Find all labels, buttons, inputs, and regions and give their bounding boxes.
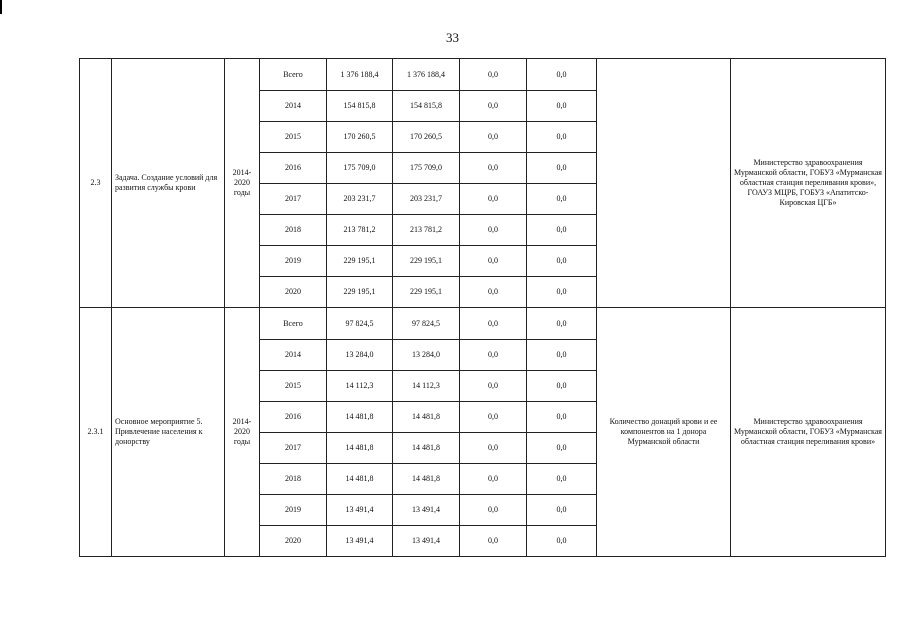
funding-year: 2014 bbox=[260, 91, 327, 122]
funding-year: 2017 bbox=[260, 184, 327, 215]
table-body bbox=[80, 59, 886, 557]
funding-other: 0,0 bbox=[527, 215, 597, 246]
funding-other: 0,0 bbox=[527, 371, 597, 402]
activity-period: 2014-2020 годы bbox=[225, 308, 260, 557]
funding-regional-budget: 13 491,4 bbox=[393, 495, 460, 526]
funding-other: 0,0 bbox=[527, 246, 597, 277]
funding-total: 175 709,0 bbox=[327, 153, 393, 184]
activity-code: 2.3 bbox=[80, 59, 112, 308]
funding-other: 0,0 bbox=[527, 277, 597, 308]
responsible-executors: Министерство здравоохранения Мурманской области, ГОБУЗ «Мурманская областная станция переливания крови» bbox=[731, 308, 886, 557]
program-activities-table bbox=[79, 58, 886, 557]
funding-federal-budget: 0,0 bbox=[460, 91, 527, 122]
funding-other: 0,0 bbox=[527, 433, 597, 464]
table-row bbox=[80, 308, 886, 340]
activity-code: 2.3.1 bbox=[80, 308, 112, 557]
funding-other: 0,0 bbox=[527, 308, 597, 340]
funding-other: 0,0 bbox=[527, 59, 597, 91]
funding-total: 154 815,8 bbox=[327, 91, 393, 122]
funding-federal-budget: 0,0 bbox=[460, 340, 527, 371]
funding-federal-budget: 0,0 bbox=[460, 122, 527, 153]
funding-total: 14 112,3 bbox=[327, 371, 393, 402]
page-number: 33 bbox=[446, 30, 459, 45]
funding-regional-budget: 14 481,8 bbox=[393, 464, 460, 495]
funding-federal-budget: 0,0 bbox=[460, 184, 527, 215]
funding-year: 2014 bbox=[260, 340, 327, 371]
activity-title: Основное мероприятие 5. Привлечение населения к донорству bbox=[112, 308, 225, 557]
funding-total: 13 284,0 bbox=[327, 340, 393, 371]
performance-indicator: Количество донаций крови и ее компонентов на 1 донора Мурманской области bbox=[597, 308, 731, 557]
funding-total: 13 491,4 bbox=[327, 495, 393, 526]
funding-total: 170 260,5 bbox=[327, 122, 393, 153]
funding-total: 14 481,8 bbox=[327, 464, 393, 495]
funding-federal-budget: 0,0 bbox=[460, 433, 527, 464]
funding-regional-budget: 213 781,2 bbox=[393, 215, 460, 246]
funding-regional-budget: 14 481,8 bbox=[393, 433, 460, 464]
funding-federal-budget: 0,0 bbox=[460, 308, 527, 340]
funding-year: 2015 bbox=[260, 371, 327, 402]
funding-total: 14 481,8 bbox=[327, 402, 393, 433]
funding-regional-budget: 170 260,5 bbox=[393, 122, 460, 153]
funding-federal-budget: 0,0 bbox=[460, 464, 527, 495]
funding-total: 1 376 188,4 bbox=[327, 59, 393, 91]
funding-other: 0,0 bbox=[527, 464, 597, 495]
funding-other: 0,0 bbox=[527, 122, 597, 153]
funding-federal-budget: 0,0 bbox=[460, 402, 527, 433]
funding-regional-budget: 14 112,3 bbox=[393, 371, 460, 402]
funding-year: 2016 bbox=[260, 153, 327, 184]
funding-regional-budget: 175 709,0 bbox=[393, 153, 460, 184]
funding-regional-budget: 97 824,5 bbox=[393, 308, 460, 340]
funding-total: 203 231,7 bbox=[327, 184, 393, 215]
funding-year: 2017 bbox=[260, 433, 327, 464]
funding-other: 0,0 bbox=[527, 340, 597, 371]
funding-year: 2016 bbox=[260, 402, 327, 433]
funding-year: 2018 bbox=[260, 464, 327, 495]
funding-other: 0,0 bbox=[527, 495, 597, 526]
funding-year: 2020 bbox=[260, 526, 327, 557]
funding-regional-budget: 229 195,1 bbox=[393, 277, 460, 308]
funding-regional-budget: 1 376 188,4 bbox=[393, 59, 460, 91]
funding-regional-budget: 13 491,4 bbox=[393, 526, 460, 557]
funding-year: 2020 bbox=[260, 277, 327, 308]
funding-total: 229 195,1 bbox=[327, 277, 393, 308]
activity-title: Задача. Создание условий для развития службы крови bbox=[112, 59, 225, 308]
funding-other: 0,0 bbox=[527, 91, 597, 122]
performance-indicator bbox=[597, 59, 731, 308]
table-row bbox=[80, 59, 886, 91]
funding-regional-budget: 13 284,0 bbox=[393, 340, 460, 371]
activity-period: 2014-2020 годы bbox=[225, 59, 260, 308]
funding-federal-budget: 0,0 bbox=[460, 371, 527, 402]
funding-regional-budget: 229 195,1 bbox=[393, 246, 460, 277]
funding-total: 14 481,8 bbox=[327, 433, 393, 464]
funding-year: 2018 bbox=[260, 215, 327, 246]
funding-federal-budget: 0,0 bbox=[460, 246, 527, 277]
responsible-executors: Министерство здравоохранения Мурманской области, ГОБУЗ «Мурманская областная станция переливания крови», ГОАУЗ МЦРБ, ГОБУЗ «Апатитско-Кировская ЦГБ» bbox=[731, 59, 886, 308]
scan-edge-mark bbox=[0, 0, 2, 14]
funding-other: 0,0 bbox=[527, 526, 597, 557]
funding-regional-budget: 203 231,7 bbox=[393, 184, 460, 215]
funding-total: 213 781,2 bbox=[327, 215, 393, 246]
funding-federal-budget: 0,0 bbox=[460, 153, 527, 184]
funding-other: 0,0 bbox=[527, 153, 597, 184]
funding-year: 2019 bbox=[260, 495, 327, 526]
funding-year: 2015 bbox=[260, 122, 327, 153]
funding-federal-budget: 0,0 bbox=[460, 277, 527, 308]
funding-other: 0,0 bbox=[527, 402, 597, 433]
funding-regional-budget: 14 481,8 bbox=[393, 402, 460, 433]
funding-year: 2019 bbox=[260, 246, 327, 277]
funding-federal-budget: 0,0 bbox=[460, 215, 527, 246]
funding-total: 229 195,1 bbox=[327, 246, 393, 277]
funding-total: 97 824,5 bbox=[327, 308, 393, 340]
funding-year: Всего bbox=[260, 308, 327, 340]
funding-total: 13 491,4 bbox=[327, 526, 393, 557]
funding-other: 0,0 bbox=[527, 184, 597, 215]
funding-year: Всего bbox=[260, 59, 327, 91]
funding-federal-budget: 0,0 bbox=[460, 495, 527, 526]
funding-federal-budget: 0,0 bbox=[460, 526, 527, 557]
funding-regional-budget: 154 815,8 bbox=[393, 91, 460, 122]
funding-federal-budget: 0,0 bbox=[460, 59, 527, 91]
